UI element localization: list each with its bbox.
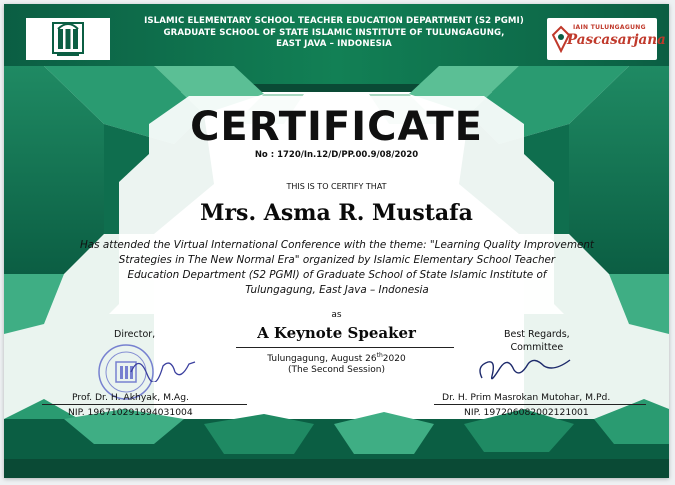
iain-logo-icon bbox=[51, 21, 85, 57]
header-line-1: ISLAMIC ELEMENTARY SCHOOL TEACHER EDUCATION DEPARTMENT (S2 PGMI) bbox=[144, 16, 524, 26]
institution-logo bbox=[26, 18, 110, 60]
committee-name: Dr. H. Prim Masrokan Mutohar, M.Pd. bbox=[442, 392, 611, 403]
certificate-body bbox=[42, 238, 632, 298]
director-nip: NIP. 196710291994031004 bbox=[68, 407, 193, 418]
committee-label: Committee bbox=[510, 342, 564, 353]
logo-title: Pascasarjana bbox=[567, 32, 666, 48]
committee-nip: NIP. 197206082002121001 bbox=[464, 407, 589, 418]
body-line-1: Has attended the Virtual International Conference with the theme: "Learning Quality Improvement bbox=[79, 239, 594, 251]
role-underline bbox=[236, 347, 454, 348]
committee-signature-line bbox=[434, 404, 646, 405]
date-year: 2020 bbox=[382, 354, 406, 364]
certificate bbox=[4, 4, 669, 478]
date-suffix-sup: th bbox=[376, 352, 383, 359]
certify-statement: THIS IS TO CERTIFY THAT bbox=[286, 182, 387, 191]
committee-signature-icon bbox=[474, 348, 584, 388]
certificate-title: CERTIFICATE bbox=[190, 104, 483, 150]
session-label: (The Second Session) bbox=[288, 365, 385, 375]
date-prefix: Tulungagung, August 26 bbox=[267, 354, 377, 364]
header-line-2: GRADUATE SCHOOL OF STATE ISLAMIC INSTITUTE OF TULUNGAGUNG, bbox=[163, 27, 505, 38]
body-line-2: Strategies in The New Normal Era" organized by Islamic Elementary School Teacher bbox=[118, 254, 556, 266]
institution-header bbox=[134, 16, 534, 51]
recipient-name: Mrs. Asma R. Mustafa bbox=[200, 200, 473, 226]
best-regards-label: Best Regards, bbox=[504, 329, 570, 340]
director-signature-icon bbox=[129, 352, 199, 382]
director-title: Director, bbox=[114, 329, 156, 340]
participant-role: A Keynote Speaker bbox=[257, 324, 416, 342]
director-name: Prof. Dr. H. Akhyak, M.Ag. bbox=[72, 392, 189, 403]
logo-subtitle: IAIN TULUNGAGUNG bbox=[573, 24, 646, 31]
certificate-number: No : 1720/In.12/D/PP.00.9/08/2020 bbox=[254, 150, 419, 160]
pascasarjana-logo bbox=[547, 18, 666, 60]
director-signature-line bbox=[42, 404, 247, 405]
body-line-4: Tulungagung, East Java – Indonesia bbox=[245, 284, 429, 296]
body-line-3: Education Department (S2 PGMI) of Graduate School of State Islamic Institute of bbox=[127, 269, 547, 281]
as-label: as bbox=[331, 310, 342, 320]
header-line-3: EAST JAVA – INDONESIA bbox=[276, 39, 392, 49]
